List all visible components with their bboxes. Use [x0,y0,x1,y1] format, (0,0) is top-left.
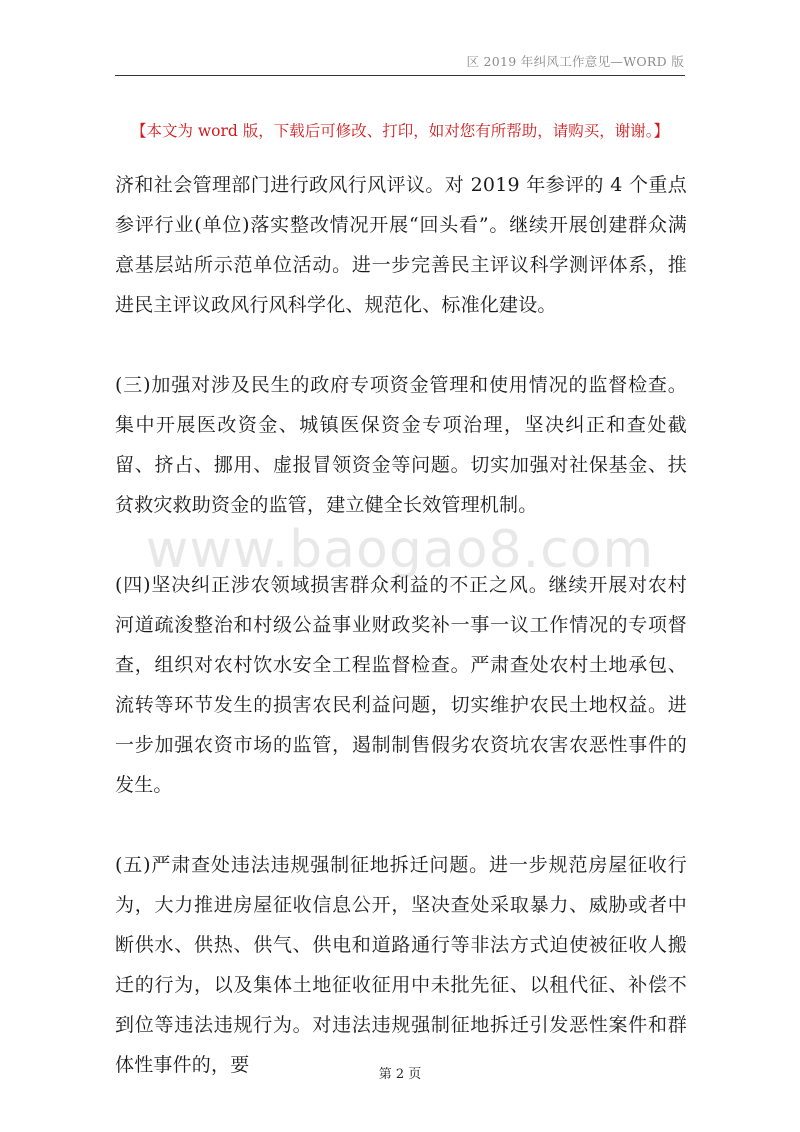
watermark: www.baogao8.com [145,520,655,580]
download-notice: 【本文为 word 版，下载后可修改、打印，如对您有所帮助，请购买，谢谢。】 [130,122,670,140]
paragraph-3: (四)坚决纠正涉农领域损害群众利益的不正之风。继续开展对农村河道疏浚整治和村级公益事业财政奖补一事一议工作情况的专项督查，组织对农村饮水安全工程监督检查。严肃查处农村土地承包、流转等环节发生的损害农民利益问题，切实维护农民土地权益。进一步加强农资市场的监管，遏制制售假劣农资坑农害农恶性事件的发生。 [115,574,687,796]
document-body [115,165,687,1085]
paragraph-2: (三)加强对涉及民生的政府专项资金管理和使用情况的监督检查。集中开展医改资金、城镇医保资金专项治理，坚决纠正和查处截留、挤占、挪用、虚报冒领资金等问题。切实加强对社保基金、扶贫救灾救助资金的监管，建立健全长效管理机制。 [115,374,687,516]
page-number: 第 2 页 [378,1067,422,1082]
paragraph-4: (五)严肃查处违法违规强制征地拆迁问题。进一步规范房屋征收行为，大力推进房屋征收信息公开，坚决查处采取暴力、威胁或者中断供水、供热、供气、供电和道路通行等非法方式迫使被征收人搬迁的行为，以及集体土地征收征用中未批先征、以租代征、补偿不到位等违法违规行为。对违法违规强制征地拆迁引发恶性案件和群体性事件的，要 [115,854,687,1076]
paragraph-1: 济和社会管理部门进行政风行风评议。对 2019 年参评的 4 个重点参评行业(单位)落实整改情况开展“回头看”。继续开展创建群众满意基层站所示范单位活动。进一步完善民主评议科学测评体系，推进民主评议政风行风科学化、规范化、标准化建设。 [115,174,687,316]
page-header-title: 区 2019 年纠风工作意见—WORD 版 [466,54,684,69]
header-divider [115,75,685,76]
